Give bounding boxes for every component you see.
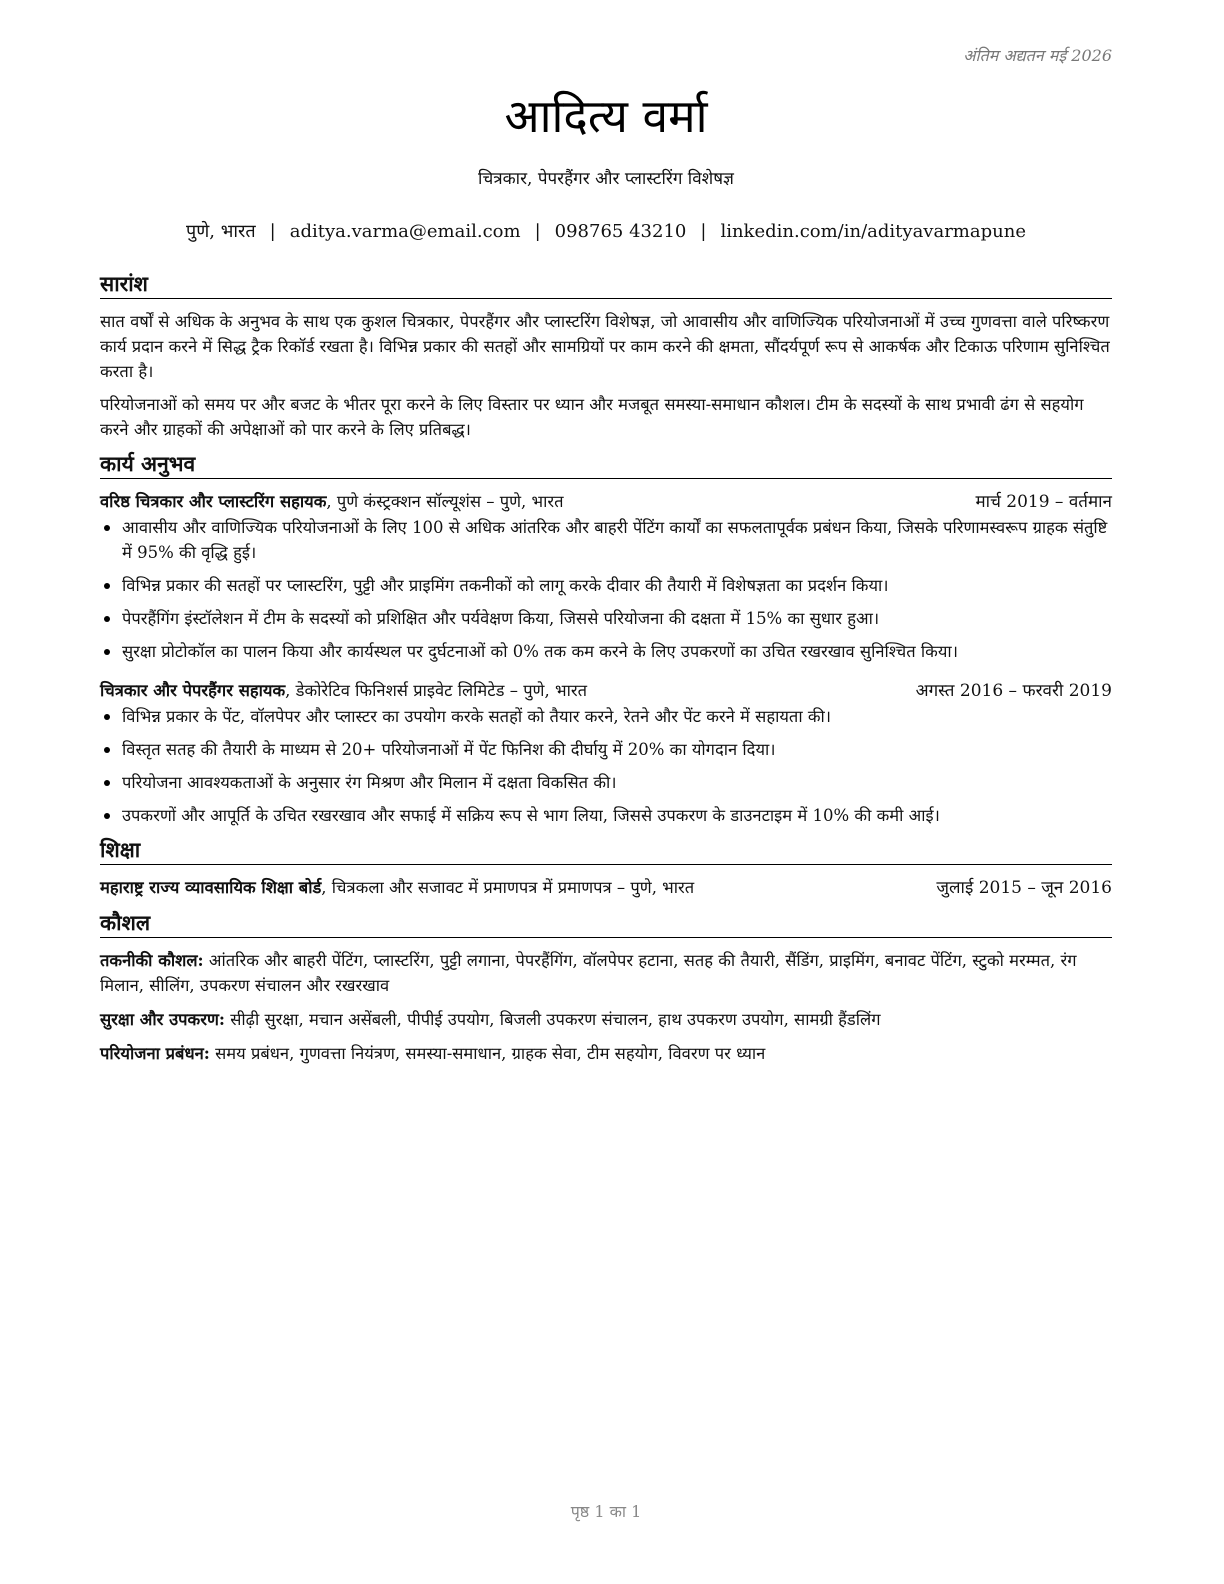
contact-location: पुणे, भारत xyxy=(186,221,256,242)
job-bullet-text: आवासीय और वाणिज्यिक परियोजनाओं के लिए 100 से अधिक आंतरिक और बाहरी पेंटिंग कार्यों का सफलतापूर्वक प्रबंधन किया, जिसके परिणामस्वरूप ग्राहक संतुष्टि में 95% की वृद्धि हुई। xyxy=(122,518,1108,562)
contact-separator: | xyxy=(534,221,541,242)
last-updated-label: अंतिम अद्यतन मई 2026 xyxy=(963,46,1112,65)
bullet-icon xyxy=(104,649,110,655)
education-dates: जुलाई 2015 – जून 2016 xyxy=(936,878,1112,898)
job-bullet-text: उपकरणों और आपूर्ति के उचित रखरखाव और सफाई में सक्रिय रूप से भाग लिया, जिससे उपकरण के डाउनटाइम में 10% की कमी आई। xyxy=(122,806,940,825)
section-title-summary: सारांश xyxy=(100,270,1112,299)
job-header xyxy=(100,489,1112,515)
skill-group xyxy=(100,1007,1112,1032)
job-dates: अगस्त 2016 – फरवरी 2019 xyxy=(915,681,1112,701)
job-dates: मार्च 2019 – वर्तमान xyxy=(975,492,1112,512)
resume-page xyxy=(100,0,1112,1584)
job-bullet xyxy=(122,704,1112,729)
bullet-icon xyxy=(104,616,110,622)
job-org: , पुणे कंस्ट्रक्शन सॉल्यूशंस – पुणे, भारत xyxy=(326,492,564,511)
education-detail: , चित्रकला और सजावट में प्रमाणपत्र में प्रमाणपत्र – पुणे, भारत xyxy=(321,878,695,897)
experience-section xyxy=(100,450,1112,828)
job-role: चित्रकार और पेपरहैंगर सहायक xyxy=(100,681,286,700)
job-bullet xyxy=(122,515,1112,565)
skill-group-label: सुरक्षा और उपकरण: xyxy=(100,1010,225,1029)
section-title-skills: कौशल xyxy=(100,909,1112,938)
job-bullet-text: विस्तृत सतह की तैयारी के माध्यम से 20+ परियोजनाओं में पेंट फिनिश की दीर्घायु में 20% का योगदान दिया। xyxy=(122,740,776,759)
contact-separator: | xyxy=(700,221,707,242)
job-bullet xyxy=(122,770,1112,795)
job-bullet-text: विभिन्न प्रकार की सतहों पर प्लास्टरिंग, पुट्टी और प्राइमिंग तकनीकों को लागू करके दीवार की तैयारी में विशेषज्ञता का प्रदर्शन किया। xyxy=(122,576,889,595)
candidate-name: आदित्य वर्मा xyxy=(504,89,708,143)
section-title-education: शिक्षा xyxy=(100,836,1112,865)
contact-line xyxy=(100,218,1112,246)
job-bullets xyxy=(100,515,1112,664)
job-bullet xyxy=(122,606,1112,631)
job-bullet-text: परियोजना आवश्यकताओं के अनुसार रंग मिश्रण और मिलान में दक्षता विकसित की। xyxy=(122,773,617,792)
education-title-line xyxy=(100,875,694,901)
skill-group-items: समय प्रबंधन, गुणवत्ता नियंत्रण, समस्या-समाधान, ग्राहक सेवा, टीम सहयोग, विवरण पर ध्यान xyxy=(215,1044,766,1063)
summary-paragraph: परियोजनाओं को समय पर और बजट के भीतर पूरा करने के लिए विस्तार पर ध्यान और मजबूत समस्या-समाधान कौशल। टीम के सदस्यों के साथ प्रभावी ढंग से सहयोग करने और ग्राहकों की अपेक्षाओं को पार करने के लिए प्रतिबद्ध। xyxy=(100,395,1084,439)
education-section xyxy=(100,836,1112,901)
skill-group-label: तकनीकी कौशल: xyxy=(100,951,204,970)
skills-section xyxy=(100,909,1112,1066)
bullet-icon xyxy=(104,525,110,531)
bullet-icon xyxy=(104,813,110,819)
job-bullet-text: विभिन्न प्रकार के पेंट, वॉलपेपर और प्लास्टर का उपयोग करके सतहों को तैयार करने, रेतने और पेंट करने में सहायता की। xyxy=(122,707,832,726)
contact-phone: 098765 43210 xyxy=(554,221,687,242)
contact-email[interactable]: aditya.varma@email.com xyxy=(289,221,521,242)
education-institution: महाराष्ट्र राज्य व्यावसायिक शिक्षा बोर्ड xyxy=(100,878,322,897)
job-org: , डेकोरेटिव फिनिशर्स प्राइवेट लिमिटेड – पुणे, भारत xyxy=(285,681,588,700)
page-number: पृष्ठ 1 का 1 xyxy=(570,1502,642,1521)
summary-section xyxy=(100,270,1112,442)
job-entry xyxy=(100,678,1112,828)
job-entry xyxy=(100,489,1112,664)
job-title-line xyxy=(100,678,587,704)
job-role: वरिष्ठ चित्रकार और प्लास्टरिंग सहायक xyxy=(100,492,327,511)
contact-linkedin[interactable]: linkedin.com/in/adityavarmapune xyxy=(720,221,1026,242)
job-bullet xyxy=(122,803,1112,828)
job-title-line xyxy=(100,489,564,515)
candidate-headline: चित्रकार, पेपरहैंगर और प्लास्टरिंग विशेषज्ञ xyxy=(478,169,734,189)
job-bullet xyxy=(122,639,1112,664)
contact-separator: | xyxy=(269,221,276,242)
job-bullet-text: सुरक्षा प्रोटोकॉल का पालन किया और कार्यस्थल पर दुर्घटनाओं को 0% तक कम करने के लिए उपकरणों का उचित रखरखाव सुनिश्चित किया। xyxy=(122,642,958,661)
skill-group-items: आंतरिक और बाहरी पेंटिंग, प्लास्टरिंग, पुट्टी लगाना, पेपरहैंगिंग, वॉलपेपर हटाना, सतह की तैयारी, सैंडिंग, प्राइमिंग, बनावट पेंटिंग, स्टुको मरम्मत, रंग मिलान, सीलिंग, उपकरण संचालन और रखरखाव xyxy=(100,951,1077,995)
job-header xyxy=(100,678,1112,704)
resume-body xyxy=(100,270,1112,1075)
education-entry xyxy=(100,875,1112,901)
section-title-experience: कार्य अनुभव xyxy=(100,450,1112,479)
job-bullet-text: पेपरहैंगिंग इंस्टॉलेशन में टीम के सदस्यों को प्रशिक्षित और पर्यवेक्षण किया, जिससे परियोजना की दक्षता में 15% का सुधार हुआ। xyxy=(122,609,880,628)
bullet-icon xyxy=(104,747,110,753)
skill-group-label: परियोजना प्रबंधन: xyxy=(100,1044,210,1063)
summary-paragraph: सात वर्षों से अधिक के अनुभव के साथ एक कुशल चित्रकार, पेपरहैंगर और प्लास्टरिंग विशेषज्ञ, जो आवासीय और वाणिज्यिक परियोजनाओं में उच्च गुणवत्ता वाले परिष्करण कार्य प्रदान करने में सिद्ध ट्रैक रिकॉर्ड रखता है। विभिन्न प्रकार की सतहों और सामग्रियों पर काम करने की क्षमता, सौंदर्यपूर्ण रूप से आकर्षक और टिकाऊ परिणाम सुनिश्चित करता है। xyxy=(100,312,1110,381)
job-bullets xyxy=(100,704,1112,828)
bullet-icon xyxy=(104,583,110,589)
job-bullet xyxy=(122,737,1112,762)
bullet-icon xyxy=(104,780,110,786)
skill-group-items: सीढ़ी सुरक्षा, मचान असेंबली, पीपीई उपयोग, बिजली उपकरण संचालन, हाथ उपकरण उपयोग, सामग्री हैंडलिंग xyxy=(230,1010,881,1029)
skill-group xyxy=(100,948,1112,998)
bullet-icon xyxy=(104,714,110,720)
skill-group xyxy=(100,1041,1112,1066)
job-bullet xyxy=(122,573,1112,598)
